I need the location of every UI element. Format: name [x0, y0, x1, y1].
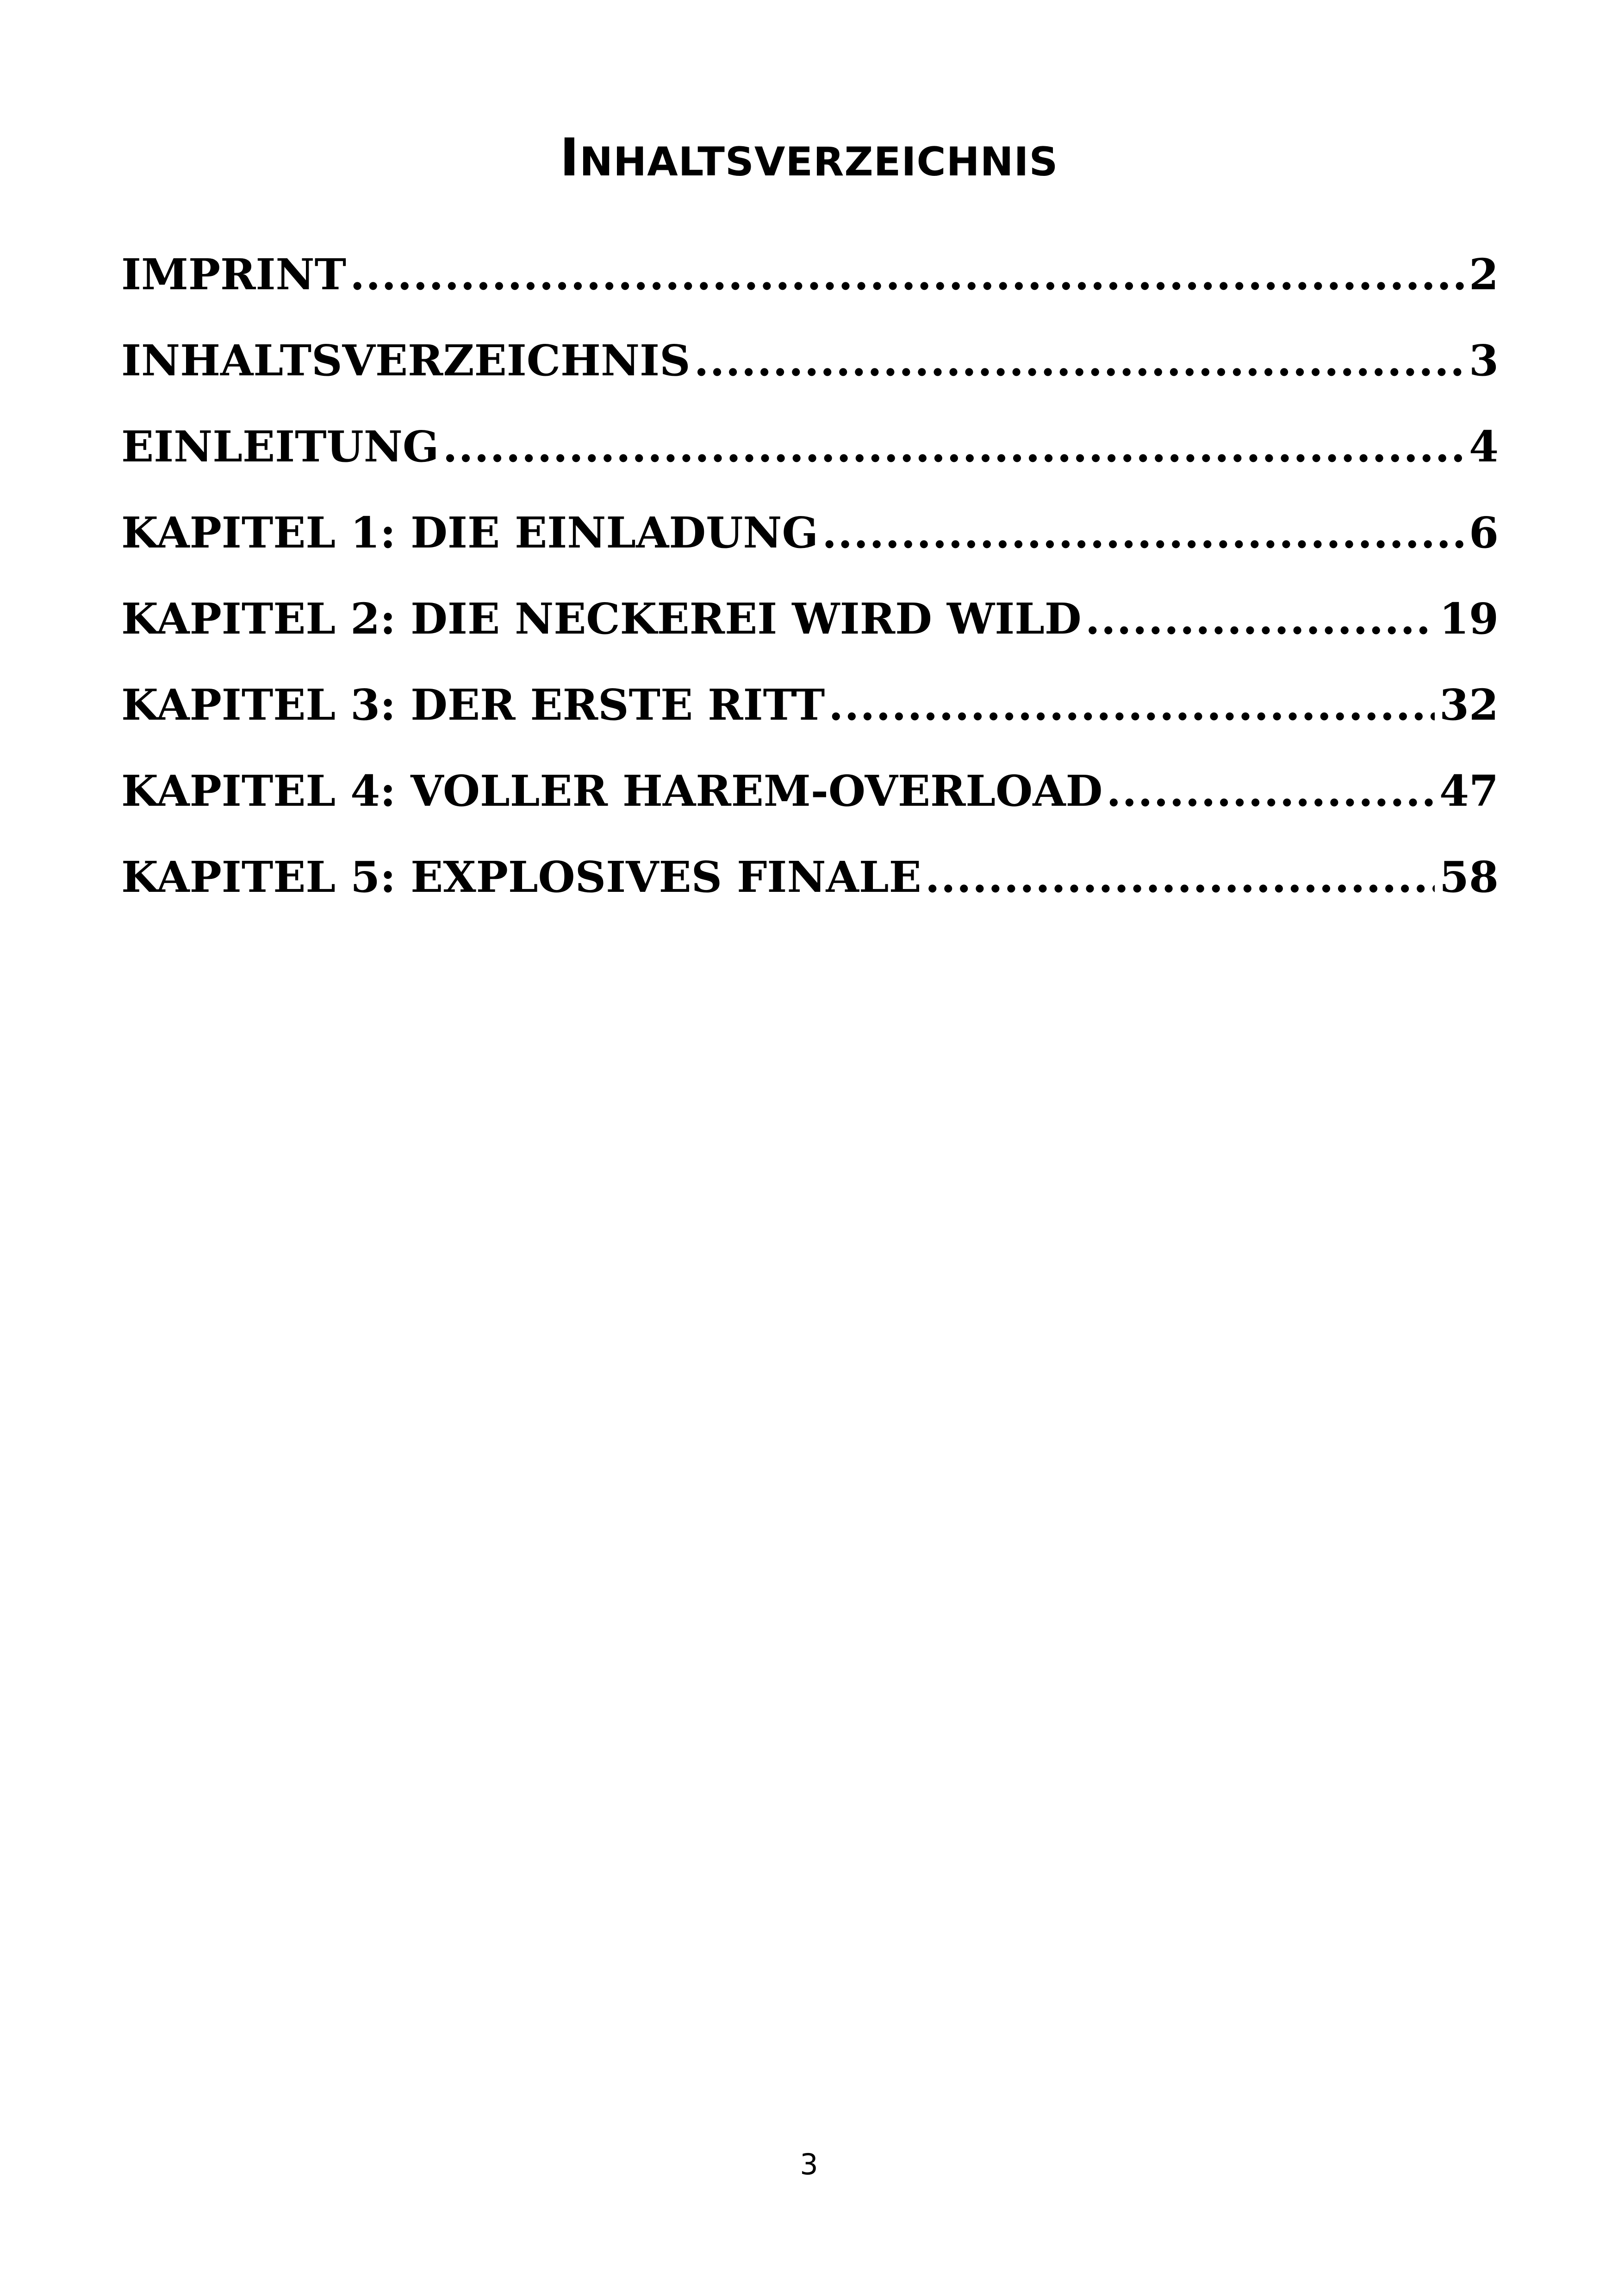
toc-entry-kapitel-1[interactable]: [121, 490, 1499, 576]
toc-leader-dots: [350, 231, 1464, 317]
title-initial: I: [560, 128, 580, 188]
toc-leader-dots: [828, 662, 1435, 748]
toc-entry-kapitel-2[interactable]: [121, 576, 1499, 662]
toc-entry-einleitung[interactable]: [121, 404, 1499, 490]
toc-entry-page: 47: [1439, 766, 1499, 816]
toc-entry-page: 6: [1469, 508, 1499, 558]
toc-entry-label: IMPRINT: [121, 249, 347, 299]
toc-entry-label: KAPITEL 3: DER ERSTE RITT: [121, 680, 825, 730]
toc-entry-label: EINLEITUNG: [121, 422, 439, 472]
page-title: [0, 128, 1618, 188]
toc-entry-label: KAPITEL 5: EXPLOSIVES FINALE: [121, 852, 921, 902]
toc-entry-label: KAPITEL 2: DIE NECKEREI WIRD WILD: [121, 594, 1082, 644]
toc-entry-kapitel-3[interactable]: [121, 662, 1499, 748]
toc-entry-label: INHALTSVERZEICHNIS: [121, 336, 691, 386]
title-rest: NHALTSVERZEICHNIS: [579, 139, 1058, 186]
toc-leader-dots: [822, 490, 1464, 576]
page-number: 3: [800, 2147, 818, 2181]
toc-leader-dots: [442, 404, 1464, 490]
toc-entry-imprint[interactable]: [121, 231, 1499, 317]
toc-leader-dots: [1085, 576, 1435, 662]
toc-entry-kapitel-5[interactable]: [121, 834, 1499, 920]
toc-leader-dots: [1106, 748, 1435, 834]
toc-entry-inhaltsverzeichnis[interactable]: [121, 317, 1499, 404]
toc-entry-label: KAPITEL 4: VOLLER HAREM-OVERLOAD: [121, 766, 1103, 816]
toc-entry-kapitel-4[interactable]: [121, 748, 1499, 834]
toc-entry-label: KAPITEL 1: DIE EINLADUNG: [121, 508, 819, 558]
toc-leader-dots: [925, 834, 1435, 920]
toc-leader-dots: [694, 317, 1464, 404]
toc-entry-page: 2: [1469, 249, 1499, 299]
toc-entry-page: 3: [1469, 336, 1499, 386]
table-of-contents: [121, 231, 1499, 920]
toc-entry-page: 4: [1469, 422, 1499, 472]
toc-entry-page: 19: [1439, 594, 1499, 644]
toc-entry-page: 58: [1439, 852, 1499, 902]
toc-entry-page: 32: [1439, 680, 1499, 730]
